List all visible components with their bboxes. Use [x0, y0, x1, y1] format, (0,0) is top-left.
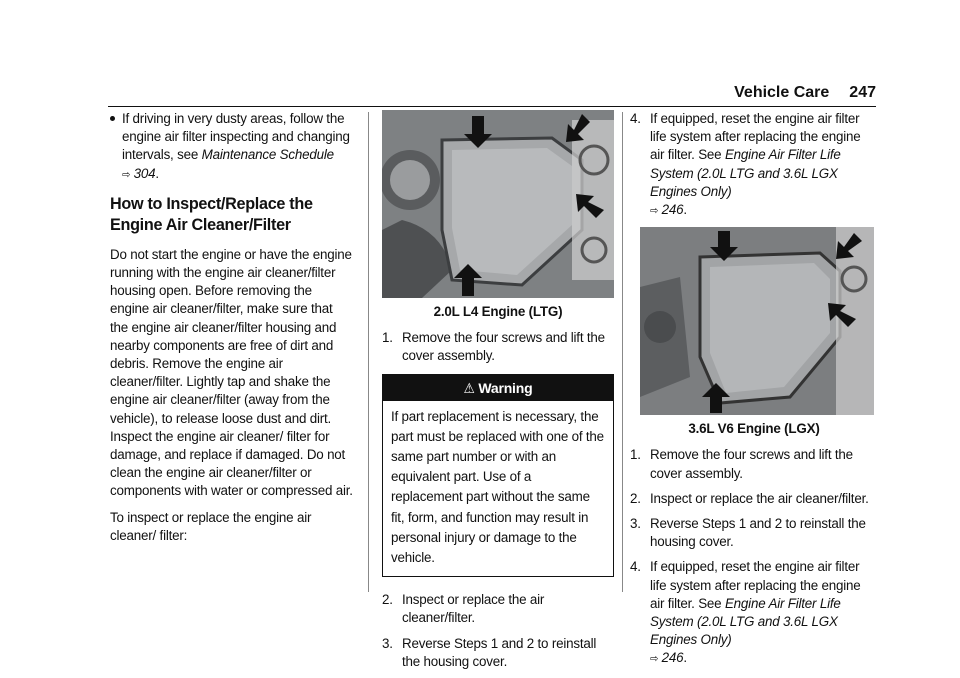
- paragraph: To inspect or replace the engine air cleaner/ filter:: [110, 509, 312, 543]
- cross-reference-link[interactable]: Maintenance Schedule: [201, 147, 334, 163]
- cross-reference-page[interactable]: 246: [661, 650, 684, 666]
- page-number: 247: [849, 84, 876, 101]
- page-reference-icon: ⇨: [650, 653, 659, 666]
- step-item: 3. Reverse Steps 1 and 2 to reinstall the housing cover.: [630, 516, 866, 550]
- warning-header: ⚠ Warning: [383, 375, 613, 401]
- step-item: 4. If equipped, reset the engine air filter life system after replacing the engine air filter. See Engine Air Filter Life System (2.0L LTG and 3.6L LGX Engines Only) ⇨ 246.: [630, 559, 861, 666]
- column-2: [382, 110, 614, 678]
- step-item: 3. Reverse Steps 1 and 2 to reinstall the housing cover.: [382, 635, 597, 669]
- step-item: 2. Inspect or replace the air cleaner/filter.: [382, 592, 545, 626]
- column-divider: [622, 112, 623, 592]
- step-item: 1. Remove the four screws and lift the cover assembly.: [630, 447, 853, 481]
- figure-caption: 3.6L V6 Engine (LGX): [688, 421, 820, 437]
- page-reference-icon: ⇨: [650, 205, 659, 218]
- warning-box: [382, 374, 614, 578]
- warning-body: If part replacement is necessary, the part must be replaced with one of the same part number or with an equivalent part. Use of a replacement part without the same fit, form, and function may result in personal injury or damage to the vehicle.: [391, 408, 604, 566]
- step-item: 2. Inspect or replace the air cleaner/filter.: [630, 490, 869, 506]
- page-reference-icon: ⇨: [122, 168, 131, 181]
- cross-reference-link[interactable]: Engine Air Filter Life System (2.0L LTG and 3.6L LGX Engines Only): [650, 147, 841, 199]
- engine-photo-lgx: [640, 227, 874, 415]
- cross-reference-link[interactable]: Engine Air Filter Life System (2.0L LTG and 3.6L LGX Engines Only): [650, 595, 841, 648]
- page-header: [734, 84, 876, 102]
- cross-reference-page[interactable]: 246: [661, 202, 684, 218]
- section-heading: How to Inspect/Replace the Engine Air Cleaner/Filter: [110, 194, 313, 234]
- bullet-icon: [110, 116, 115, 121]
- paragraph: Do not start the engine or have the engine running with the engine air cleaner/filter housing open. Before removing the engine air cleaner/filter, make sure that the engine air cleaner/filter housing and nearby components are free of dirt and debris. Remove the engine air cleaner/filter. Lightly tap and shake the engine air cleaner/filter (away from the vehicle), to release loose dust and dirt. Inspect the engine air cleaner/ filter for damage, and replace if damaged. Do not clean the engine air cleaner/filter or components with water or compressed air.: [110, 246, 353, 499]
- engine-photo-ltg: [382, 110, 614, 298]
- figure-caption: 2.0L L4 Engine (LTG): [433, 304, 563, 319]
- column-1: [110, 110, 354, 553]
- step-item: 4. If equipped, reset the engine air filter life system after replacing the engine air filter. See Engine Air Filter Life System (2.0L LTG and 3.6L LGX Engines Only) ⇨ 246.: [630, 111, 861, 218]
- section-title: Vehicle Care: [734, 84, 830, 101]
- column-3: [630, 110, 878, 676]
- column-divider: [368, 112, 369, 592]
- cross-reference-page[interactable]: 304: [133, 165, 156, 181]
- header-rule: [108, 106, 876, 107]
- bullet-item: If driving in very dusty areas, follow the engine air filter inspecting and changing intervals, see Maintenance Schedule ⇨ 304.: [110, 110, 354, 184]
- step-item: 1. Remove the four screws and lift the cover assembly.: [382, 330, 605, 364]
- warning-exclamation-icon: ⚠: [463, 379, 475, 396]
